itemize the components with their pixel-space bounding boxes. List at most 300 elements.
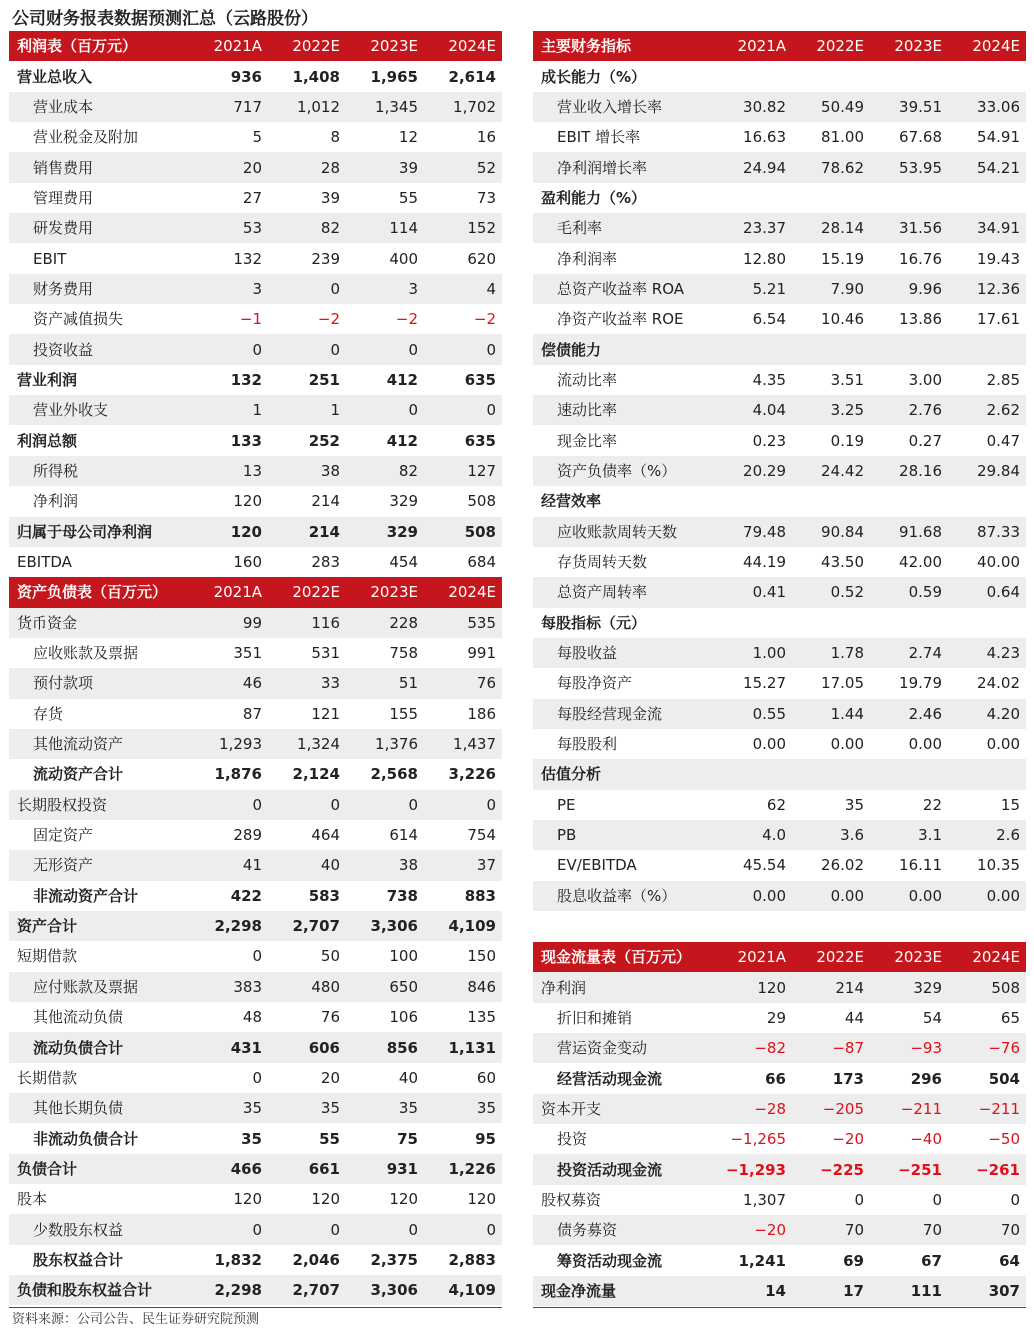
table-row xyxy=(9,1214,502,1244)
cell-value: 1,324 xyxy=(268,729,346,759)
cell-value: −1,265 xyxy=(730,1130,786,1149)
cell-value: 120 xyxy=(467,1190,496,1209)
cell-value xyxy=(714,183,792,213)
cell-value: −211 xyxy=(948,1094,1026,1124)
table-row xyxy=(9,972,502,1002)
cell-value: 0 xyxy=(252,1068,262,1087)
table-row xyxy=(533,1094,1026,1124)
cell-value: 132 xyxy=(233,249,262,268)
table-row xyxy=(533,122,1026,152)
cell-value xyxy=(714,608,792,638)
row-label: 研发费用 xyxy=(9,213,190,243)
cell-value: 35 xyxy=(346,1093,424,1123)
cell-value: −211 xyxy=(870,1094,948,1124)
row-label: 其他流动资产 xyxy=(9,729,190,759)
row-label: 资产减值损失 xyxy=(33,310,124,329)
cell-value: 0.00 xyxy=(870,881,948,911)
cell-value: 412 xyxy=(386,431,418,450)
column-header: 2023E xyxy=(346,577,424,607)
cell-value: 0.23 xyxy=(752,431,786,450)
cell-value: 75 xyxy=(397,1129,418,1148)
row-label: 其他长期负债 xyxy=(9,1093,190,1123)
cell-value: 33 xyxy=(268,668,346,698)
cell-value: −1 xyxy=(239,310,262,329)
cell-value: 252 xyxy=(308,431,340,450)
table-header-row xyxy=(533,942,1026,972)
table-row xyxy=(9,790,502,820)
cell-value: 76 xyxy=(424,668,502,698)
row-label: 总资产收益率 ROA xyxy=(533,274,714,304)
row-label: 非流动资产合计 xyxy=(33,886,139,905)
table-row xyxy=(9,1154,502,1184)
cell-value: 12.80 xyxy=(743,249,786,268)
cell-value: 1.00 xyxy=(714,638,792,668)
cell-value: 0 xyxy=(346,334,424,364)
cell-value: 16.63 xyxy=(743,128,786,147)
row-label: EV/EBITDA xyxy=(557,856,637,875)
column-header: 2024E xyxy=(424,31,502,61)
cell-value: −76 xyxy=(948,1033,1026,1063)
cell-value: 0.00 xyxy=(792,881,870,911)
cell-value: −251 xyxy=(870,1154,948,1184)
row-label: 每股收益 xyxy=(533,638,714,668)
table-row xyxy=(9,304,502,334)
row-label: 应付账款及票据 xyxy=(9,972,190,1002)
cell-value: 758 xyxy=(389,644,418,663)
table-row xyxy=(533,61,1026,91)
cell-value: 504 xyxy=(988,1069,1020,1088)
table-row xyxy=(533,1124,1026,1154)
row-label: 净利润增长率 xyxy=(533,152,714,182)
row-label: 现金流量表（百万元） xyxy=(533,942,714,972)
cell-value: 28.16 xyxy=(870,456,948,486)
cell-value: 54.91 xyxy=(977,128,1020,147)
row-label: 估值分析 xyxy=(533,759,714,789)
table-row xyxy=(9,850,502,880)
table-row xyxy=(9,152,502,182)
cell-value: 55 xyxy=(319,1129,340,1148)
cell-value: −50 xyxy=(988,1130,1020,1149)
cell-value: 40.00 xyxy=(977,553,1020,572)
cell-value: −82 xyxy=(714,1033,792,1063)
cell-value: 120 xyxy=(389,1190,418,1209)
column-header: 2022E xyxy=(792,31,870,61)
cell-value: 150 xyxy=(467,947,496,966)
row-label: 短期借款 xyxy=(17,947,78,966)
cell-value: 16 xyxy=(476,128,496,147)
cell-value: 508 xyxy=(424,517,502,547)
table-header-row xyxy=(9,31,502,61)
cell-value: 54.21 xyxy=(948,152,1026,182)
cell-value xyxy=(870,486,948,516)
cell-value: 20 xyxy=(320,1068,340,1087)
cell-value: 454 xyxy=(389,553,418,572)
cell-value: −261 xyxy=(948,1154,1026,1184)
cell-value: 2,707 xyxy=(268,1275,346,1305)
cell-value: 412 xyxy=(386,370,418,389)
left-table-bottom-rule xyxy=(9,1307,502,1308)
cell-value: 2,046 xyxy=(292,1250,340,1269)
cell-value: 99 xyxy=(190,608,268,638)
cell-value: 2,883 xyxy=(448,1250,496,1269)
cell-value: 160 xyxy=(233,553,262,572)
cell-value xyxy=(792,608,870,638)
row-label: 利润表（百万元） xyxy=(9,31,190,61)
cell-value: 0 xyxy=(424,334,502,364)
table-row xyxy=(533,759,1026,789)
cell-value: 106 xyxy=(389,1008,418,1027)
cell-value: 6.54 xyxy=(752,310,786,329)
table-row xyxy=(533,183,1026,213)
cell-value xyxy=(714,759,792,789)
row-label: 筹资活动现金流 xyxy=(557,1251,663,1270)
cell-value: −1,293 xyxy=(714,1154,792,1184)
table-row xyxy=(9,213,502,243)
key-indicators-table xyxy=(533,31,1026,911)
row-label: 每股股利 xyxy=(557,735,618,754)
cell-value: 100 xyxy=(389,947,418,966)
cell-value: 12.36 xyxy=(948,274,1026,304)
cell-value: 13 xyxy=(190,456,268,486)
cell-value: 48 xyxy=(242,1008,262,1027)
row-label: PE xyxy=(557,795,576,814)
cell-value xyxy=(714,61,792,91)
table-row xyxy=(9,1184,502,1214)
table-row xyxy=(533,1154,1026,1184)
cell-value: 44.19 xyxy=(743,553,786,572)
table-row xyxy=(9,517,502,547)
row-label: 成长能力（%） xyxy=(541,67,647,86)
cell-value: 14 xyxy=(714,1276,792,1306)
cell-value: 4.0 xyxy=(714,820,792,850)
row-label: 流动资产合计 xyxy=(33,765,124,784)
cell-value: −40 xyxy=(910,1130,942,1149)
table-row xyxy=(9,1245,502,1275)
table-row xyxy=(533,517,1026,547)
cell-value: 5 xyxy=(252,128,262,147)
cell-value: 0.19 xyxy=(830,431,864,450)
cell-value: 3.6 xyxy=(792,820,870,850)
cell-value: 87.33 xyxy=(948,517,1026,547)
row-label: 负债合计 xyxy=(9,1154,190,1184)
cell-value: 70 xyxy=(792,1215,870,1245)
table-row xyxy=(9,668,502,698)
table-row xyxy=(9,122,502,152)
cell-value: 27 xyxy=(242,188,262,207)
cell-value: 0.27 xyxy=(908,431,942,450)
cell-value: 4,109 xyxy=(424,911,502,941)
row-label: EBIT 增长率 xyxy=(557,128,641,147)
cell-value: 33.06 xyxy=(948,92,1026,122)
cell-value xyxy=(792,183,870,213)
cell-value: 1,702 xyxy=(424,92,502,122)
cell-value: 39.51 xyxy=(870,92,948,122)
cell-value: 53 xyxy=(190,213,268,243)
cell-value: 76 xyxy=(320,1008,340,1027)
cell-value: 13.86 xyxy=(899,310,942,329)
column-header: 2022E xyxy=(268,577,346,607)
cell-value: −28 xyxy=(714,1094,792,1124)
cell-value: 1,965 xyxy=(370,67,418,86)
cell-value: 0.41 xyxy=(714,577,792,607)
row-label: 营业利润 xyxy=(17,370,78,389)
cell-value: 26.02 xyxy=(821,856,864,875)
cell-value: 228 xyxy=(346,608,424,638)
table-row xyxy=(9,1123,502,1153)
cell-value: 2,707 xyxy=(268,911,346,941)
cell-value: −2 xyxy=(395,310,418,329)
row-label: 营业外收支 xyxy=(9,395,190,425)
cell-value: 64 xyxy=(999,1251,1020,1270)
row-label: 少数股东权益 xyxy=(9,1214,190,1244)
table-row xyxy=(533,456,1026,486)
table-row xyxy=(533,425,1026,455)
cell-value: 79.48 xyxy=(714,517,792,547)
cell-value: 422 xyxy=(230,886,262,905)
table-row xyxy=(533,638,1026,668)
cell-value: 0 xyxy=(268,1214,346,1244)
cell-value: 0 xyxy=(268,274,346,304)
cell-value: 0 xyxy=(268,334,346,364)
cell-value: 846 xyxy=(424,972,502,1002)
cell-value: 15 xyxy=(1000,795,1020,814)
cell-value: 22 xyxy=(922,795,942,814)
row-label: 应收账款周转天数 xyxy=(533,517,714,547)
table-row xyxy=(9,1032,502,1062)
cell-value: 1 xyxy=(268,395,346,425)
cell-value: 15.19 xyxy=(821,249,864,268)
row-label: 每股净资产 xyxy=(557,674,633,693)
column-header: 2024E xyxy=(948,31,1026,61)
table-row xyxy=(9,820,502,850)
cell-value: 3 xyxy=(190,274,268,304)
cell-value xyxy=(870,183,948,213)
table-row xyxy=(9,61,502,91)
cell-value: 2.76 xyxy=(870,395,948,425)
cell-value: 51 xyxy=(346,668,424,698)
table-row xyxy=(9,608,502,638)
table-row xyxy=(9,911,502,941)
cell-value: 4.35 xyxy=(752,370,786,389)
cell-value: 531 xyxy=(311,644,340,663)
cell-value: 35 xyxy=(190,1093,268,1123)
row-label: 长期借款 xyxy=(17,1068,78,1087)
cell-value: 2,375 xyxy=(370,1250,418,1269)
cell-value: 31.56 xyxy=(870,213,948,243)
cell-value: 7.90 xyxy=(792,274,870,304)
row-label: 毛利率 xyxy=(533,213,714,243)
cell-value: 133 xyxy=(230,431,262,450)
cell-value: 17.61 xyxy=(977,310,1020,329)
table-row xyxy=(533,92,1026,122)
row-label: 其他流动负债 xyxy=(33,1008,124,1027)
cell-value: 480 xyxy=(268,972,346,1002)
cell-value: 10.35 xyxy=(977,856,1020,875)
cell-value: 24.42 xyxy=(792,456,870,486)
cell-value: 82 xyxy=(346,456,424,486)
cell-value: 283 xyxy=(311,553,340,572)
column-header: 2021A xyxy=(190,577,268,607)
cell-value: 535 xyxy=(424,608,502,638)
table-row xyxy=(9,1063,502,1093)
cell-value: 2.62 xyxy=(948,395,1026,425)
cell-value: 30.82 xyxy=(714,92,792,122)
cell-value: 35 xyxy=(241,1129,262,1148)
cell-value: 39 xyxy=(320,188,340,207)
cell-value: 120 xyxy=(190,517,268,547)
cell-value: 120 xyxy=(311,1190,340,1209)
cell-value: 508 xyxy=(948,972,1026,1002)
cell-value: 0.00 xyxy=(714,881,792,911)
cell-value: 55 xyxy=(398,188,418,207)
table-row xyxy=(9,243,502,273)
cell-value: 754 xyxy=(467,826,496,845)
cell-value: 16.11 xyxy=(899,856,942,875)
cell-value: 717 xyxy=(190,92,268,122)
cell-value: 0 xyxy=(346,790,424,820)
cell-value: 24.94 xyxy=(714,152,792,182)
cell-value: 91.68 xyxy=(870,517,948,547)
cell-value: 19.79 xyxy=(899,674,942,693)
cell-value: 82 xyxy=(268,213,346,243)
cell-value: 1,226 xyxy=(424,1154,502,1184)
cell-value: 0 xyxy=(252,947,262,966)
table-row xyxy=(9,456,502,486)
cell-value: 0.00 xyxy=(830,735,864,754)
cell-value: 16.76 xyxy=(899,249,942,268)
cell-value: 70 xyxy=(870,1215,948,1245)
cell-value: 50 xyxy=(320,947,340,966)
cell-value: 4.04 xyxy=(714,395,792,425)
cell-value: 114 xyxy=(346,213,424,243)
cell-value: 67.68 xyxy=(899,128,942,147)
table-row xyxy=(9,1275,502,1305)
cell-value: −93 xyxy=(870,1033,948,1063)
cell-value: 121 xyxy=(311,704,340,723)
cell-value: 0.64 xyxy=(948,577,1026,607)
row-label: 长期股权投资 xyxy=(9,790,190,820)
row-label: 资产负债表（百万元） xyxy=(9,577,190,607)
column-header: 2024E xyxy=(424,577,502,607)
cell-value: 1,376 xyxy=(346,729,424,759)
cell-value: 856 xyxy=(346,1032,424,1062)
cell-value: 1,307 xyxy=(743,1190,786,1209)
row-label: 股东权益合计 xyxy=(33,1250,124,1269)
cell-value: 4.20 xyxy=(948,699,1026,729)
cell-value: 152 xyxy=(424,213,502,243)
cell-value: 214 xyxy=(268,517,346,547)
table-row xyxy=(9,334,502,364)
cell-value: 87 xyxy=(242,704,262,723)
table-row xyxy=(9,547,502,577)
table-row xyxy=(533,1033,1026,1063)
cell-value: 464 xyxy=(311,826,340,845)
cell-value: 329 xyxy=(389,492,418,511)
row-label: 股权募资 xyxy=(541,1190,602,1209)
table-row xyxy=(533,334,1026,364)
cell-value: −87 xyxy=(792,1033,870,1063)
table-row xyxy=(533,1003,1026,1033)
cell-value: 0 xyxy=(346,1214,424,1244)
cell-value: 0.47 xyxy=(986,431,1020,450)
cell-value: 10.46 xyxy=(821,310,864,329)
cell-value: 0 xyxy=(190,334,268,364)
cell-value: 67 xyxy=(921,1251,942,1270)
table-row xyxy=(9,729,502,759)
cell-value: 1,241 xyxy=(738,1251,786,1270)
cell-value: 37 xyxy=(424,850,502,880)
cell-value: 883 xyxy=(464,886,496,905)
cell-value: 5.21 xyxy=(714,274,792,304)
cell-value: 2,568 xyxy=(370,765,418,784)
cell-value: 120 xyxy=(714,972,792,1002)
row-label: 资本开支 xyxy=(533,1094,714,1124)
cell-value: 0 xyxy=(854,1190,864,1209)
cell-value: 95 xyxy=(475,1129,496,1148)
table-row xyxy=(9,1093,502,1123)
table-row xyxy=(533,365,1026,395)
cell-value xyxy=(792,486,870,516)
table-row xyxy=(533,820,1026,850)
table-row xyxy=(533,243,1026,273)
cell-value: 684 xyxy=(467,553,496,572)
table-row xyxy=(533,1245,1026,1275)
cell-value: 3,306 xyxy=(346,1275,424,1305)
cell-value xyxy=(948,608,1026,638)
right-table-bottom-rule xyxy=(533,1307,1026,1308)
row-label: 投资活动现金流 xyxy=(533,1154,714,1184)
cell-value: 78.62 xyxy=(792,152,870,182)
cell-value: 466 xyxy=(190,1154,268,1184)
cell-value: 60 xyxy=(476,1068,496,1087)
cell-value xyxy=(792,334,870,364)
table-row xyxy=(9,425,502,455)
cell-value: 0.00 xyxy=(752,735,786,754)
cell-value: 650 xyxy=(346,972,424,1002)
cell-value xyxy=(948,759,1026,789)
cell-value: 0 xyxy=(1010,1190,1020,1209)
cell-value: 135 xyxy=(467,1008,496,1027)
cell-value: 44 xyxy=(844,1008,864,1027)
cell-value: 1,012 xyxy=(268,92,346,122)
cell-value: 53.95 xyxy=(870,152,948,182)
cell-value: −2 xyxy=(317,310,340,329)
cell-value: 1,408 xyxy=(292,67,340,86)
cell-value: 17.05 xyxy=(821,674,864,693)
cell-value: 4.23 xyxy=(948,638,1026,668)
cell-value xyxy=(792,759,870,789)
cell-value: 239 xyxy=(311,249,340,268)
table-row xyxy=(9,486,502,516)
cell-value: 936 xyxy=(230,67,262,86)
cell-value: 42.00 xyxy=(899,553,942,572)
table-row xyxy=(533,608,1026,638)
cell-value: 1,437 xyxy=(424,729,502,759)
row-label: 负债和股东权益合计 xyxy=(9,1275,190,1305)
row-label: 归属于母公司净利润 xyxy=(9,517,190,547)
table-row xyxy=(533,213,1026,243)
cell-value xyxy=(948,61,1026,91)
cell-value: 3.25 xyxy=(792,395,870,425)
row-label: 营运资金变动 xyxy=(533,1033,714,1063)
source-note: 资料来源：公司公告、民生证券研究院预测 xyxy=(12,1312,260,1327)
cell-value: −2 xyxy=(473,310,496,329)
cell-value xyxy=(792,61,870,91)
row-label: 每股指标（元） xyxy=(541,613,647,632)
table-row xyxy=(533,881,1026,911)
cell-value: 508 xyxy=(467,492,496,511)
column-header: 2021A xyxy=(714,31,792,61)
